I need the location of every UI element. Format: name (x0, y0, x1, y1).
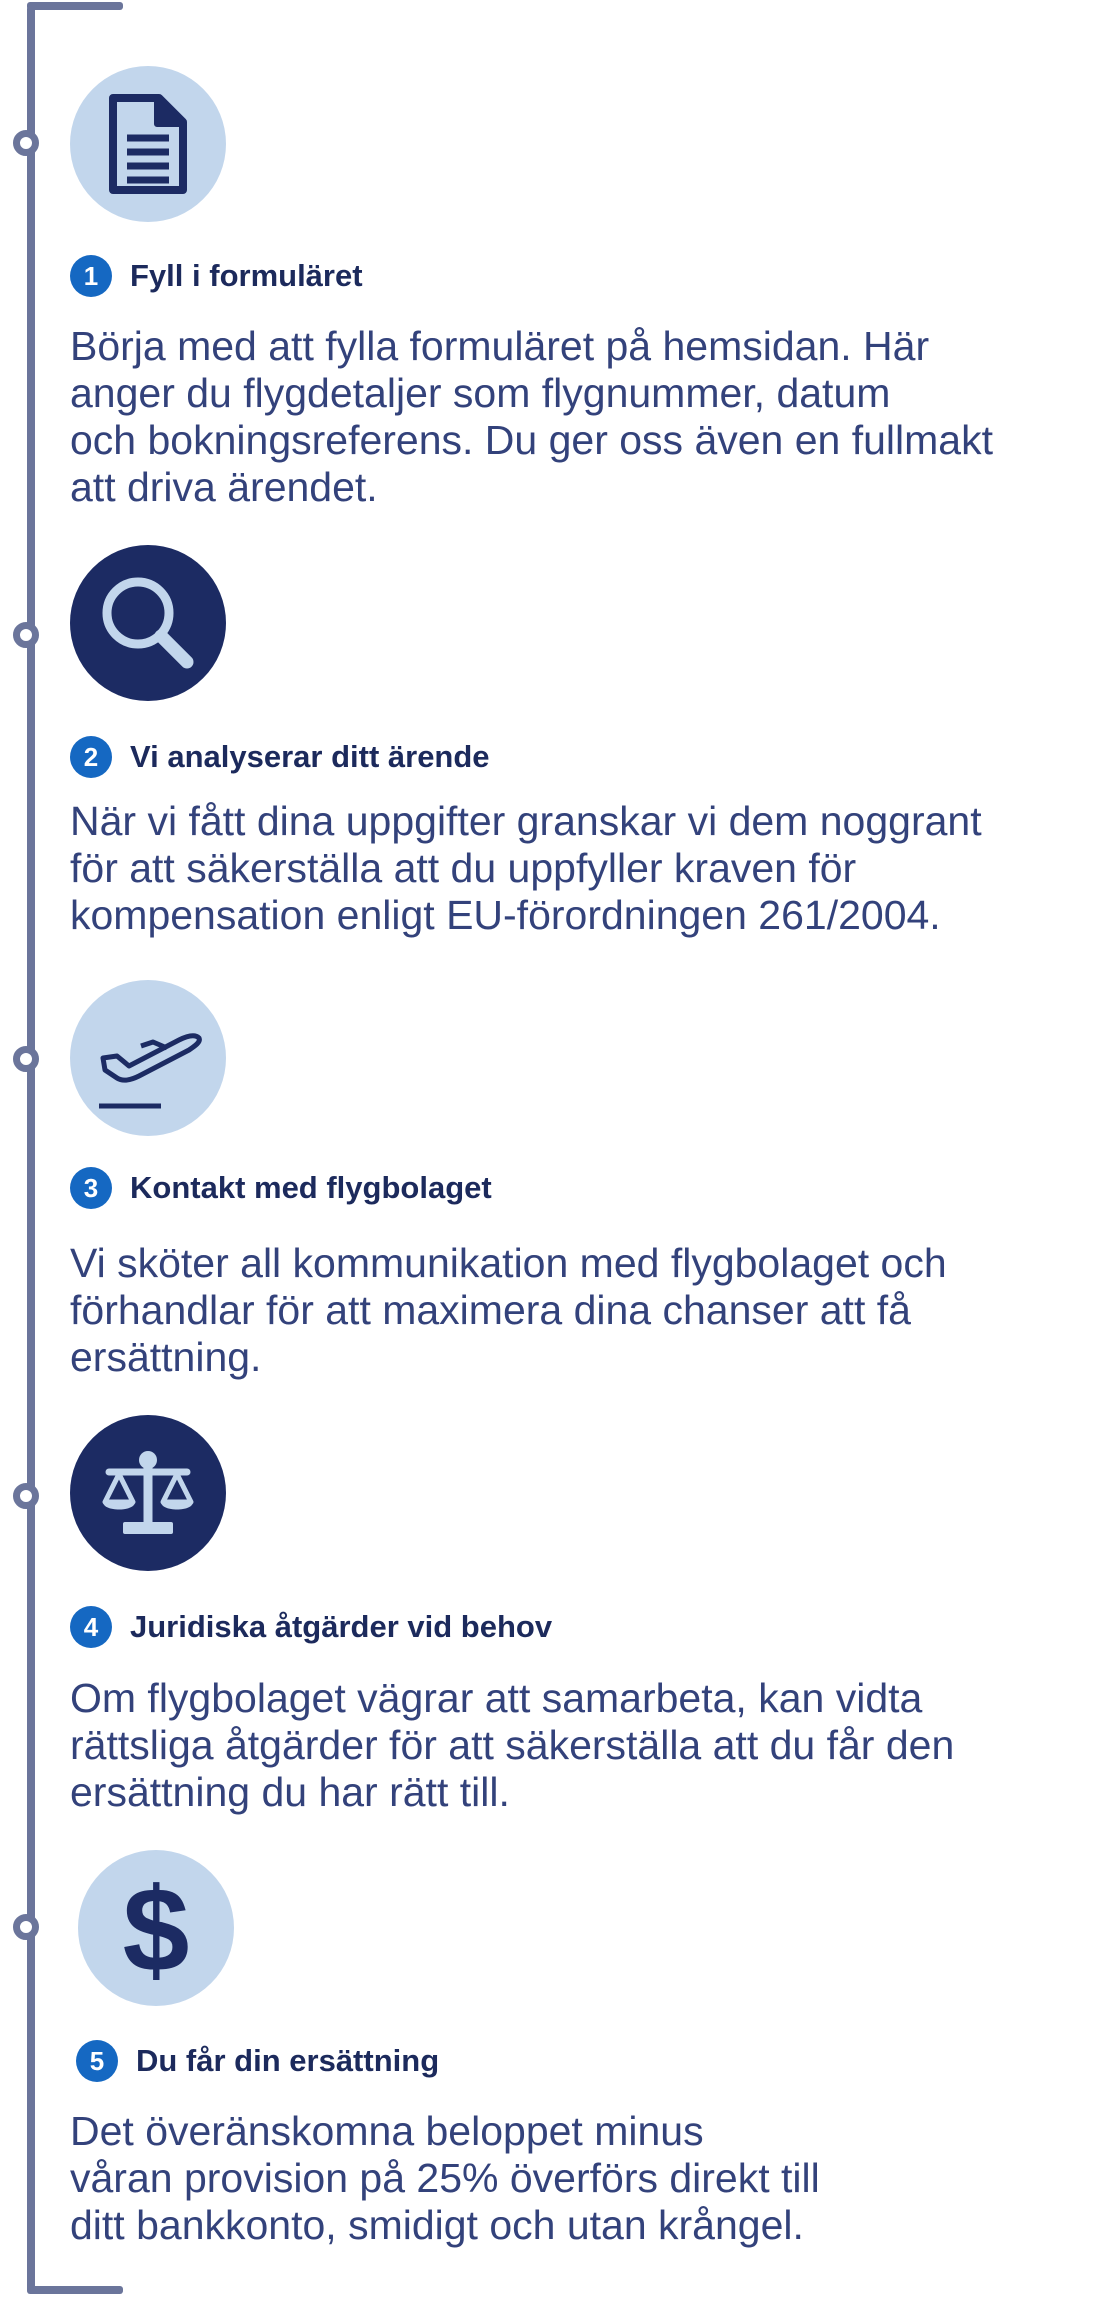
timeline-rail (27, 6, 35, 2292)
step-title: Du får din ersättning (136, 2043, 440, 2078)
magnifier-icon (70, 545, 226, 701)
step-title: Fyll i formuläret (130, 258, 363, 293)
step-number-badge: 3 (70, 1167, 112, 1209)
dollar-sign-icon (78, 1850, 234, 2006)
timeline-node (13, 1046, 39, 1072)
airplane-takeoff-icon (70, 980, 226, 1136)
step-number-badge: 1 (70, 255, 112, 297)
step-description: När vi fått dina uppgifter granskar vi dem noggrant för att säkerställa att du uppfyller kraven för kompensation enligt EU-förordningen 261/2004. (70, 798, 982, 938)
step-heading (76, 2040, 439, 2082)
step-description: Det överänskomna beloppet minus våran provision på 25% överförs direkt till ditt bankkonto, smidigt och utan krångel. (70, 2108, 820, 2248)
timeline-top-cap (27, 2, 123, 10)
step-number-badge: 4 (70, 1606, 112, 1648)
step-heading (70, 1167, 492, 1209)
step-heading (70, 736, 490, 778)
step-title: Kontakt med flygbolaget (130, 1170, 492, 1205)
document-icon (70, 66, 226, 222)
step-number-badge: 5 (76, 2040, 118, 2082)
timeline-node (13, 1914, 39, 1940)
timeline-node (13, 1483, 39, 1509)
step-heading (70, 1606, 552, 1648)
step-number-badge: 2 (70, 736, 112, 778)
scales-of-justice-icon (70, 1415, 226, 1571)
step-title: Vi analyserar ditt ärende (130, 739, 490, 774)
timeline-bottom-cap (27, 2286, 123, 2294)
step-description: Börja med att fylla formuläret på hemsidan. Här anger du flygdetaljer som flygnummer, datum och bokningsreferens. Du ger oss även en fullmakt att driva ärendet. (70, 323, 994, 510)
step-heading (70, 255, 363, 297)
timeline-node (13, 622, 39, 648)
step-title: Juridiska åtgärder vid behov (130, 1609, 553, 1644)
step-description: Vi sköter all kommunikation med flygbolaget och förhandlar för att maximera dina chanser att få ersättning. (70, 1240, 947, 1380)
timeline-node (13, 130, 39, 156)
step-description: Om flygbolaget vägrar att samarbeta, kan vidta rättsliga åtgärder för att säkerställa att du får den ersättning du har rätt till. (70, 1675, 955, 1815)
svg-text:$: $ (122, 1863, 190, 1993)
